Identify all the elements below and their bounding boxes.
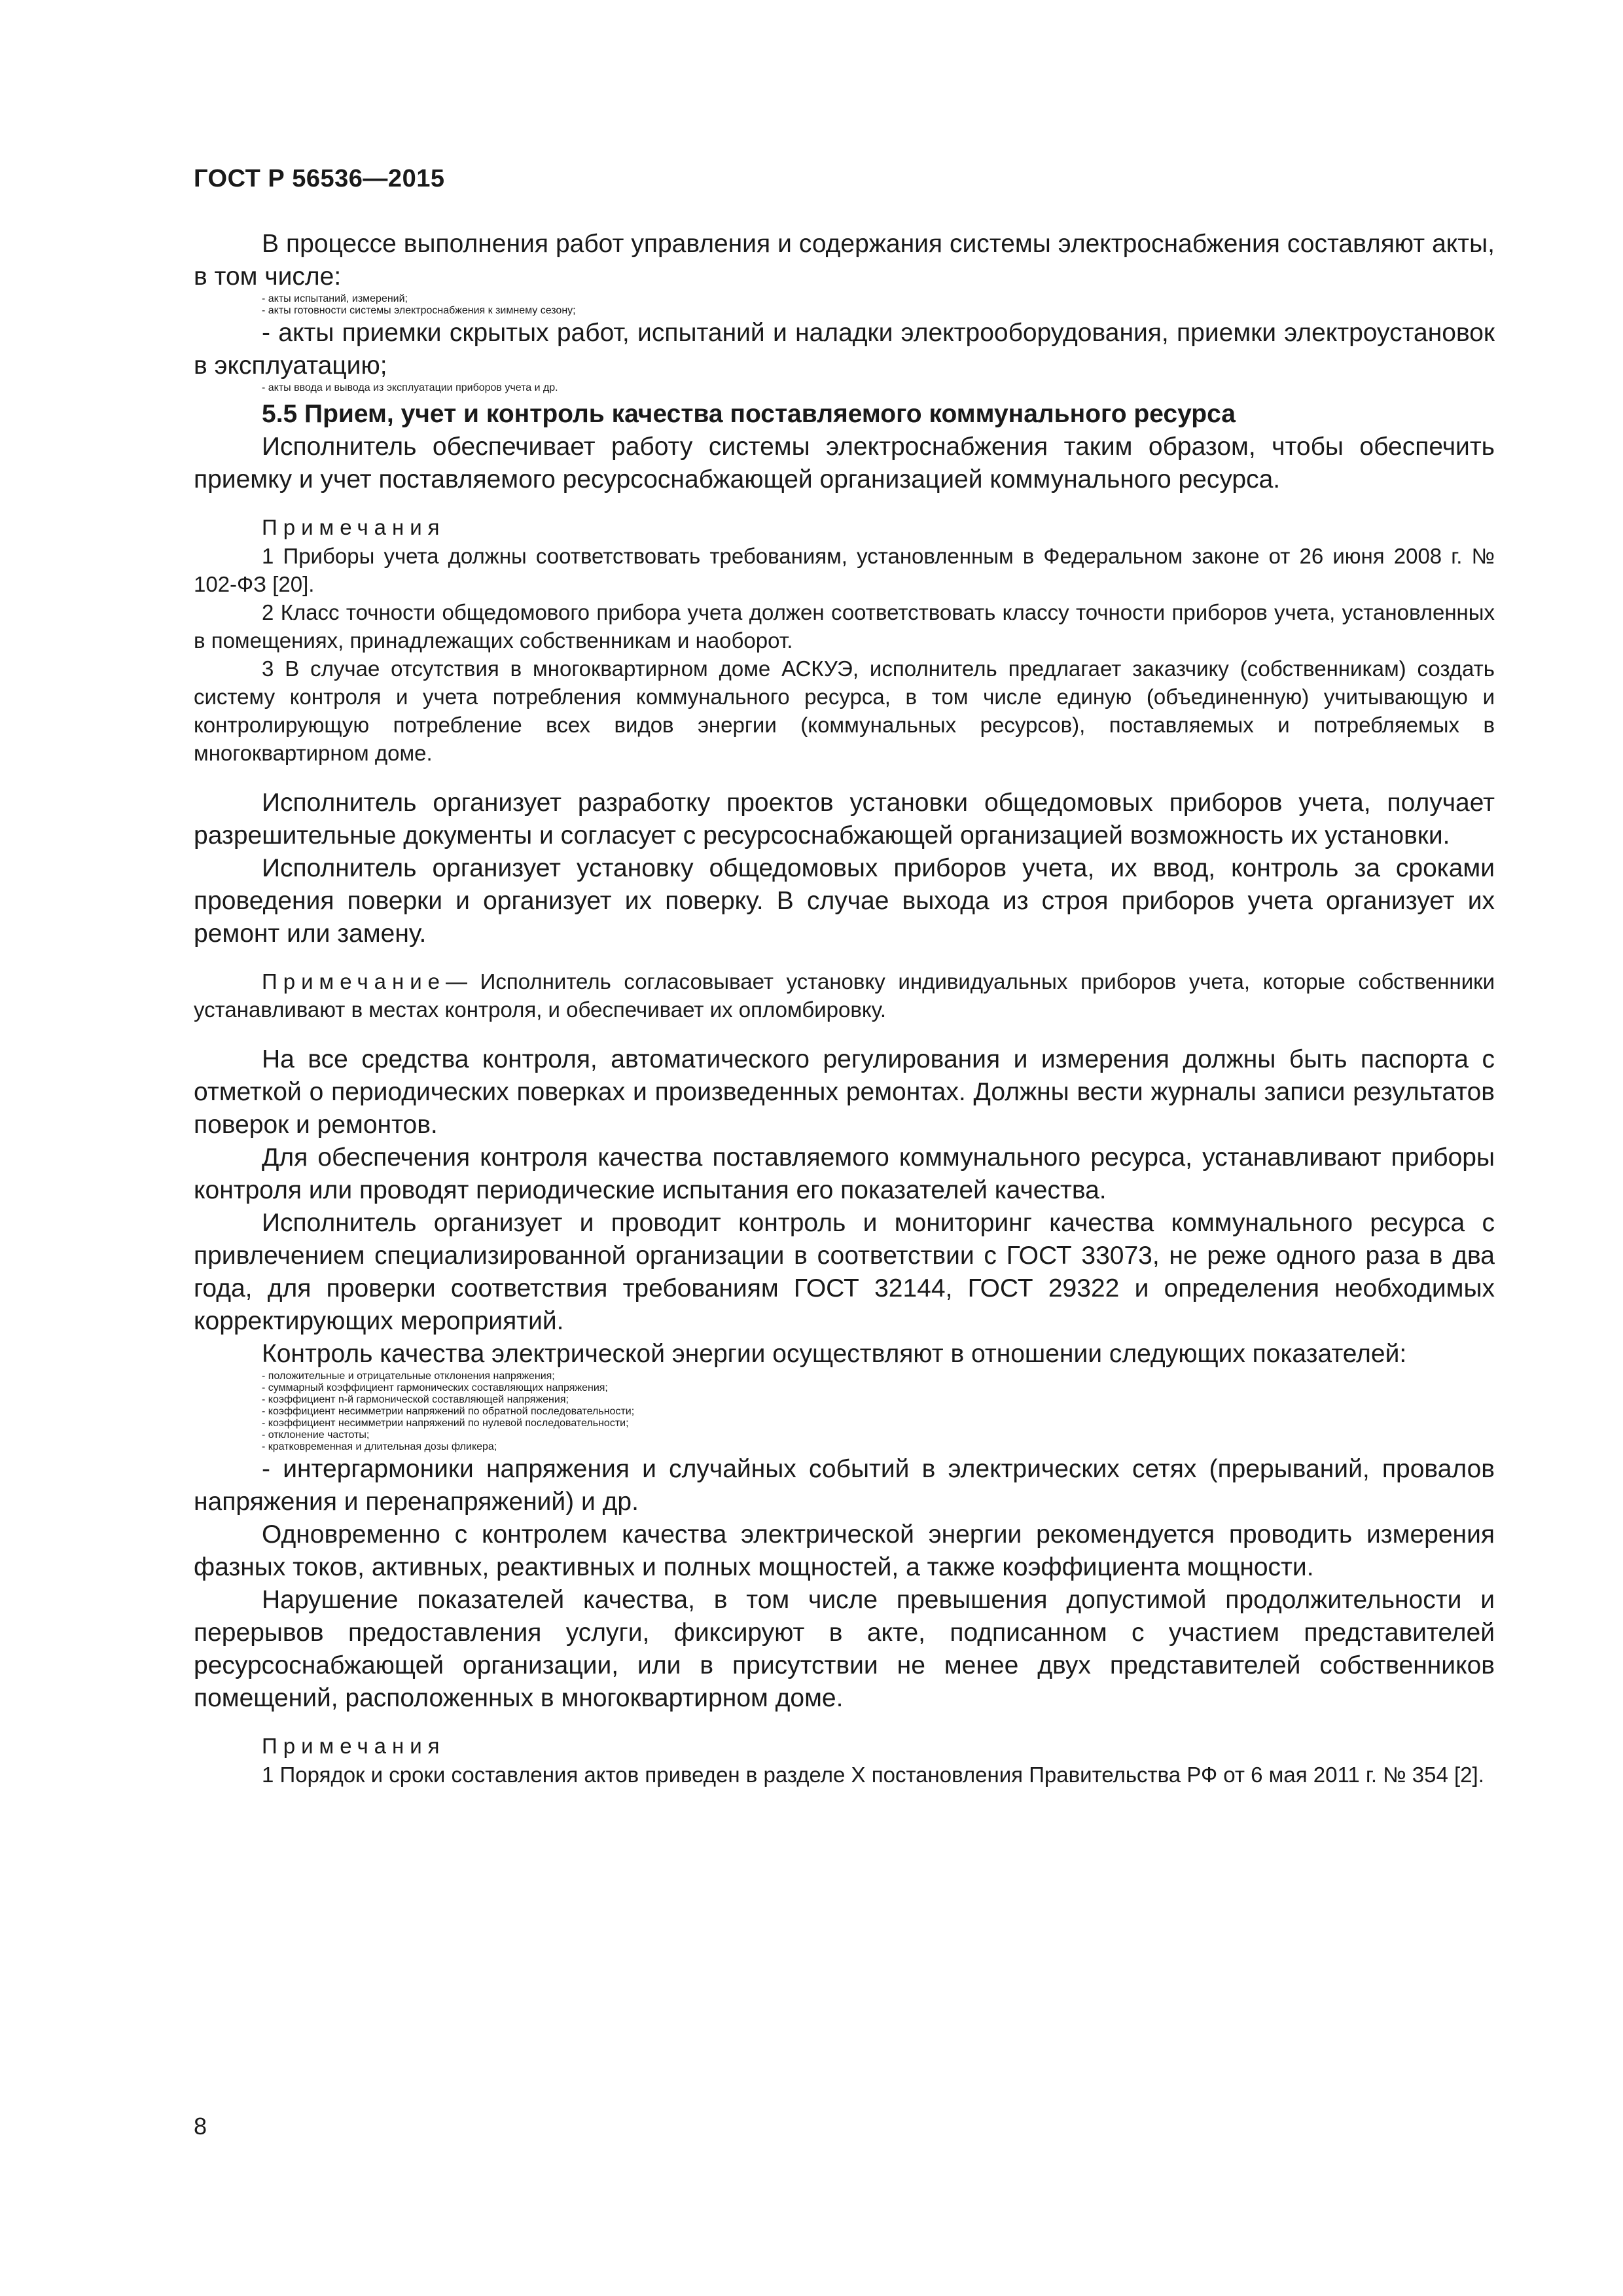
acts-intro-paragraph: В процессе выполнения работ управления и содержания системы электроснабжения составляют акты, в том числе: [194, 230, 1495, 291]
indicator-list-item: - положительные и отрицательные отклонения напряжения; [262, 1371, 555, 1382]
single-note [194, 967, 1495, 1024]
notes-label: Примечания [262, 1734, 446, 1758]
body-paragraph: На все средства контроля, автоматического регулирования и измерения должны быть паспорта с отметкой о периодических поверках и произведенных ремонтах. Должны вести журналы записи результатов поверок и ремонтов. [194, 1045, 1495, 1139]
page-number: 8 [194, 2113, 207, 2140]
single-note-text: — Исполнитель согласовывает установку индивидуальных приборов учета, которые собственники устанавливают в местах контроля, и обеспечивает их опломбировку. [194, 969, 1495, 1022]
acts-list-item: - акты приемки скрытых работ, испытаний и наладки электрооборудования, приемки электроустановок в эксплуатацию; [194, 319, 1495, 380]
indicator-list-item: - интергармоники напряжения и случайных событий в электрических сетях (прерываний, провалов напряжения и перенапряжений) и др. [194, 1455, 1495, 1516]
body-paragraph: Исполнитель организует разработку проектов установки общедомовых приборов учета, получает разрешительные документы и согласует с ресурсоснабжающей организацией возможность их установки. [194, 789, 1495, 850]
note-item: 3 В случае отсутствия в многоквартирном доме АСКУЭ, исполнитель предлагает заказчику (собственникам) создать систему контроля и учета потребления коммунального ресурса, в том числе единую (объединенную) учитывающую и контролирующую потребление всех видов энергии (коммунальных ресурсов), поставляемых и потребляемых в многоквартирном доме. [194, 656, 1495, 765]
note-item: 1 Приборы учета должны соответствовать требованиям, установленным в Федеральном законе от 26 июня 2008 г. № 102-ФЗ [20]. [194, 544, 1495, 596]
body-paragraph: Исполнитель организует установку общедомовых приборов учета, их ввод, контроль за сроками проведения поверки и организует их поверку. В случае выхода из строя приборов учета организует их ремонт или замену. [194, 854, 1495, 948]
body-paragraph: Исполнитель организует и проводит контроль и мониторинг качества коммунального ресурса с привлечением специализированной организации в соответствии с ГОСТ 33073, не реже одного раза в два года, для проверки соответствия требованиям ГОСТ 32144, ГОСТ 29322 и определения необходимых корректирующих мероприятий. [194, 1209, 1495, 1335]
acts-list-item: - акты испытаний, измерений; [262, 293, 408, 304]
section-heading: 5.5 Прием, учет и контроль качества поставляемого коммунального ресурса [262, 400, 1236, 428]
indicator-list-item: - отклонение частоты; [262, 1429, 370, 1441]
body-paragraph: Нарушение показателей качества, в том числе превышения допустимой продолжительности и перерывов предоставления услуги, фиксируют в акте, подписанном с участием представителей ресурсоснабжающей организации, или в присутствии не менее двух представителей собственников помещений, расположенных в многоквартирном доме. [194, 1586, 1495, 1712]
indicator-list-item: - кратковременная и длительная дозы фликера; [262, 1441, 497, 1452]
indicator-list-item: - коэффициент n-й гармонической составляющей напряжения; [262, 1394, 569, 1405]
document-body [194, 228, 1495, 1789]
note-item: 1 Порядок и сроки составления актов приведен в разделе X постановления Правительства РФ от 6 мая 2011 г. № 354 [2]. [262, 1763, 1484, 1787]
notes-label: Примечания [262, 515, 446, 539]
note-item: 2 Класс точности общедомового прибора учета должен соответствовать классу точности приборов учета, установленных в помещениях, принадлежащих собственникам и наоборот. [194, 600, 1495, 653]
body-paragraph: Контроль качества электрической энергии осуществляют в отношении следующих показателей: [262, 1340, 1407, 1368]
body-paragraph: Одновременно с контролем качества электрической энергии рекомендуется проводить измерения фазных токов, активных, реактивных и полных мощностей, а также коэффициента мощности. [194, 1520, 1495, 1581]
single-note-label: Примечание [262, 969, 446, 994]
section-paragraph: Исполнитель обеспечивает работу системы электроснабжения таким образом, чтобы обеспечить приемку и учет поставляемого ресурсоснабжающей организацией коммунального ресурса. [194, 433, 1495, 493]
indicator-list-item: - суммарный коэффициент гармонических составляющих напряжения; [262, 1382, 608, 1393]
acts-list-item: - акты готовности системы электроснабжения к зимнему сезону; [262, 305, 576, 316]
body-paragraph: Для обеспечения контроля качества поставляемого коммунального ресурса, устанавливают приборы контроля или проводят периодические испытания его показателей качества. [194, 1143, 1495, 1204]
document-header: ГОСТ Р 56536—2015 [194, 165, 445, 192]
indicator-list-item: - коэффициент несимметрии напряжений по нулевой последовательности; [262, 1418, 629, 1429]
acts-list-item: - акты ввода и вывода из эксплуатации приборов учета и др. [262, 382, 558, 393]
indicator-list-item: - коэффициент несимметрии напряжений по обратной последовательности; [262, 1406, 635, 1417]
